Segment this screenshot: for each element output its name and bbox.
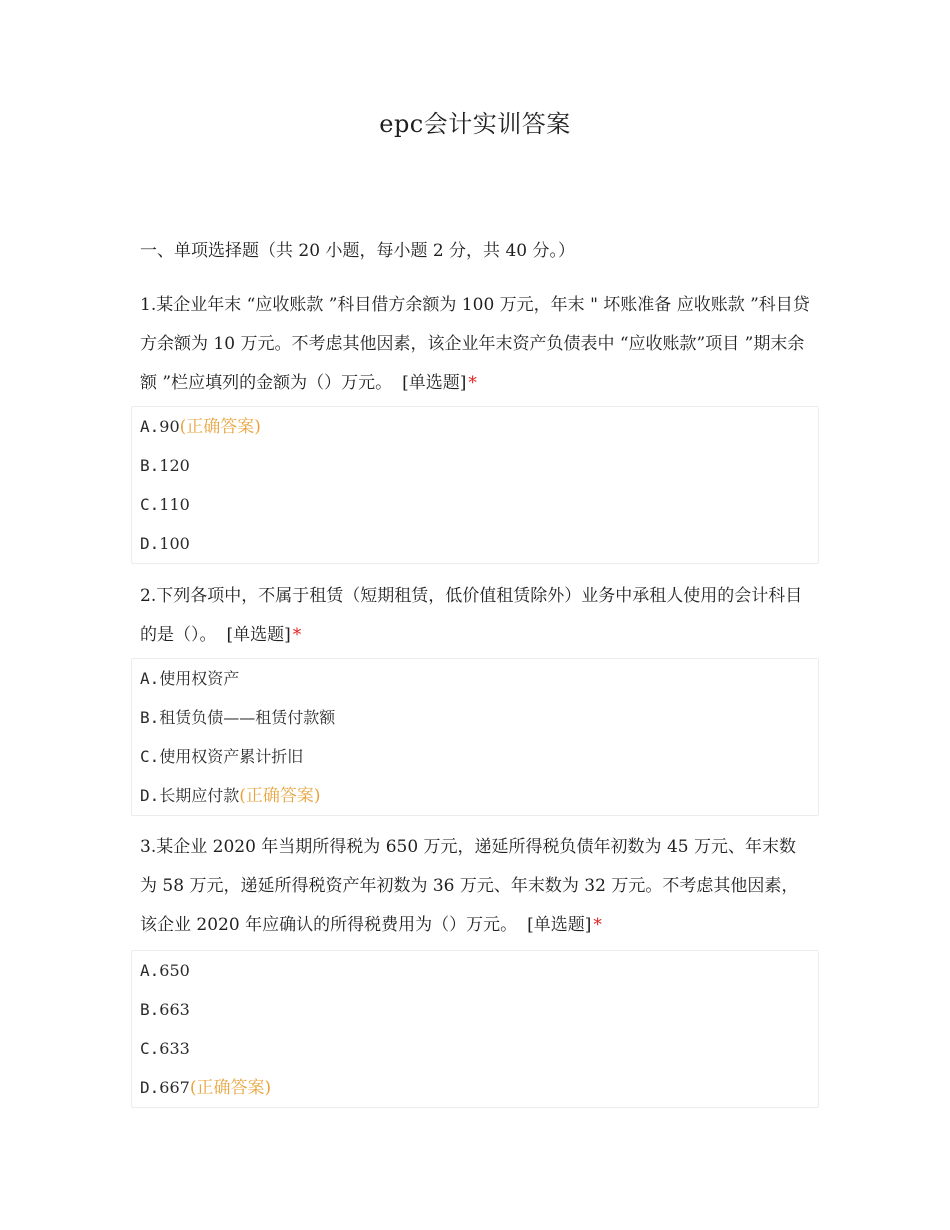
option-c[interactable]: [132, 485, 818, 524]
option-c[interactable]: [132, 737, 818, 776]
option-label: A.: [140, 961, 160, 980]
options-list: [131, 950, 819, 1108]
correct-answer-tag: (正确答案): [189, 1078, 272, 1098]
option-text: 120: [159, 456, 190, 475]
option-text: 使用权资产: [159, 669, 240, 688]
option-a[interactable]: [132, 659, 818, 698]
correct-answer-tag: (正确答案): [239, 786, 321, 806]
option-b[interactable]: [132, 990, 818, 1029]
option-label: C.: [140, 747, 160, 766]
option-label: A.: [140, 417, 160, 436]
question-type: [单选题]: [402, 373, 467, 393]
option-b[interactable]: [132, 698, 818, 737]
page-title: epc会计实训答案: [379, 110, 571, 138]
option-text: 租赁负债——租赁付款额: [159, 708, 336, 727]
option-label: C.: [140, 495, 160, 514]
option-text: 663: [159, 1000, 190, 1019]
option-c[interactable]: [132, 1029, 818, 1068]
options-list: [131, 406, 819, 564]
option-label: B.: [140, 708, 160, 727]
option-label: B.: [140, 1000, 160, 1019]
question-text: 2.下列各项中，不属于租赁（短期租赁，低价值租赁除外）业务中承租人使用的会计科目的是（）。: [140, 586, 803, 645]
option-text: 110: [159, 495, 190, 514]
option-text: 667: [159, 1078, 190, 1097]
options-list: [131, 658, 819, 816]
question-3: [140, 828, 812, 945]
question-2: [140, 577, 812, 655]
option-text: 使用权资产累计折旧: [159, 747, 304, 766]
option-text: 650: [159, 961, 190, 980]
section-heading: 一、单项选择题（共 20 小题，每小题 2 分，共 40 分。）: [140, 241, 576, 261]
required-icon: *: [468, 373, 477, 393]
option-b[interactable]: [132, 446, 818, 485]
option-a[interactable]: [132, 951, 818, 990]
question-stem: [140, 286, 812, 403]
option-d[interactable]: [132, 1068, 818, 1107]
question-type: [单选题]: [226, 625, 291, 645]
required-icon: *: [292, 625, 302, 645]
option-a[interactable]: [132, 407, 818, 446]
option-label: C.: [140, 1039, 160, 1058]
option-label: B.: [140, 456, 160, 475]
option-label: D.: [140, 534, 160, 553]
option-label: D.: [140, 786, 160, 805]
option-text: 长期应付款: [159, 786, 240, 805]
option-d[interactable]: [132, 776, 818, 815]
option-label: D.: [140, 1078, 160, 1097]
question-text: 1.某企业年末 “应收账款 ”科目借方余额为 100 万元，年末 " 坏账准备 应收账款 ”科目贷方余额为 10 万元。不考虑其他因素，该企业年末资产负债表中 “应收账款”项目 ”期末余额 ”栏应填列的金额为（）万元。: [140, 295, 810, 393]
option-d[interactable]: [132, 524, 818, 563]
option-text: 633: [159, 1039, 190, 1058]
correct-answer-tag: (正确答案): [179, 417, 261, 437]
option-text: 100: [159, 534, 190, 553]
question-stem: [140, 828, 812, 945]
question-text: 3.某企业 2020 年当期所得税为 650 万元，递延所得税负债年初数为 45 万元、年末数为 58 万元，递延所得税资产年初数为 36 万元、年末数为 32 万元。不考虑其他因素，该企业 2020 年应确认的所得税费用为（）万元。: [140, 837, 799, 935]
option-label: A.: [140, 669, 160, 688]
question-stem: [140, 577, 812, 655]
option-text: 90: [159, 417, 180, 436]
required-icon: *: [593, 915, 602, 935]
question-type: [单选题]: [527, 915, 592, 935]
question-1: [140, 286, 812, 403]
